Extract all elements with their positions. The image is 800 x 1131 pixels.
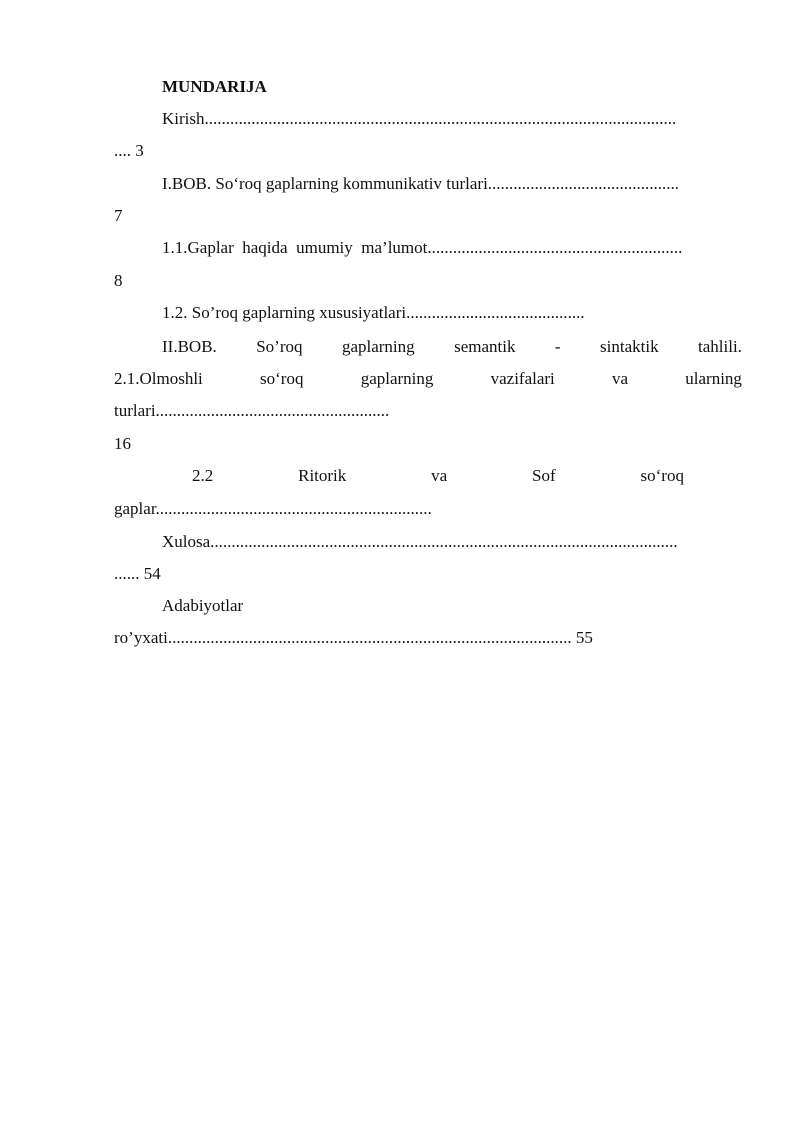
toc-entry-2-2 [192, 465, 684, 487]
toc-entry-1-1-word: umumiy [296, 238, 353, 257]
toc-entry-1-1-page: 8 [114, 271, 123, 290]
toc-entry-kirish: Kirish............................................................................................................... [162, 109, 677, 128]
toc-entry-xulosa: Xulosa.............................................................................................................. [162, 532, 678, 551]
toc-entry-bob2-word: tahlili. [698, 337, 742, 356]
toc-entry-2-1-word: vazifalari [490, 369, 555, 388]
toc-entry-2-2-word: va [431, 466, 448, 485]
toc-entry-1-2: 1.2. So’roq gaplarning xususiyatlari.......................................... [162, 303, 585, 322]
toc-entry-2-1-dots: turlari....................................................... [114, 401, 390, 420]
toc-entry-2-2-word: so‘roq [640, 466, 684, 485]
toc-entry-1-1-word: 1.1.Gaplar [162, 238, 234, 257]
toc-entry-bob2-word: gaplarning [341, 337, 415, 356]
toc-entry-kirish-page: .... 3 [114, 141, 144, 160]
toc-entry-bob2-word: semantik [454, 337, 516, 356]
toc-entry-bob2-word: So’roq [256, 337, 303, 356]
toc-entry-bob1: I.BOB. So‘roq gaplarning kommunikativ turlari............................................. [162, 174, 680, 193]
toc-entry-2-2-word: Ritorik [298, 466, 347, 485]
toc-entry-2-1-word: ularning [685, 369, 742, 388]
toc-entry-2-2-word: 2.2 [192, 466, 214, 485]
toc-title: MUNDARIJA [162, 77, 267, 96]
toc-entry-bob2-word: II.BOB. [162, 337, 217, 356]
toc-entry-2-2-dots: gaplar................................................................. [114, 499, 432, 518]
toc-entry-2-1-word: va [612, 369, 629, 388]
toc-entry-adabiyotlar-page: ro’yxati............................................................................................... 55 [114, 628, 593, 647]
toc-entry-1-1 [162, 237, 742, 259]
toc-entry-adabiyotlar: Adabiyotlar [162, 596, 244, 615]
toc-entry-2-1-word: gaplarning [360, 369, 434, 388]
toc-entry-1-1-word: haqida [242, 238, 288, 257]
toc-entry-bob2-word: - [554, 337, 561, 356]
toc-entry-2-2-word: Sof [532, 466, 556, 485]
toc-entry-bob2 [162, 336, 742, 358]
toc-entry-2-1-word: so‘roq [260, 369, 304, 388]
toc-entry-2-1-word: 2.1.Olmoshli [114, 369, 203, 388]
toc-entry-bob2-word: sintaktik [600, 337, 659, 356]
toc-entry-xulosa-page: ...... 54 [114, 564, 161, 583]
toc-entry-2-1 [114, 368, 742, 390]
toc-entry-bob1-page: 7 [114, 206, 123, 225]
toc-entry-1-1-word: ma’lumot............................................................ [361, 238, 683, 257]
toc-entry-2-1-page: 16 [114, 434, 131, 453]
